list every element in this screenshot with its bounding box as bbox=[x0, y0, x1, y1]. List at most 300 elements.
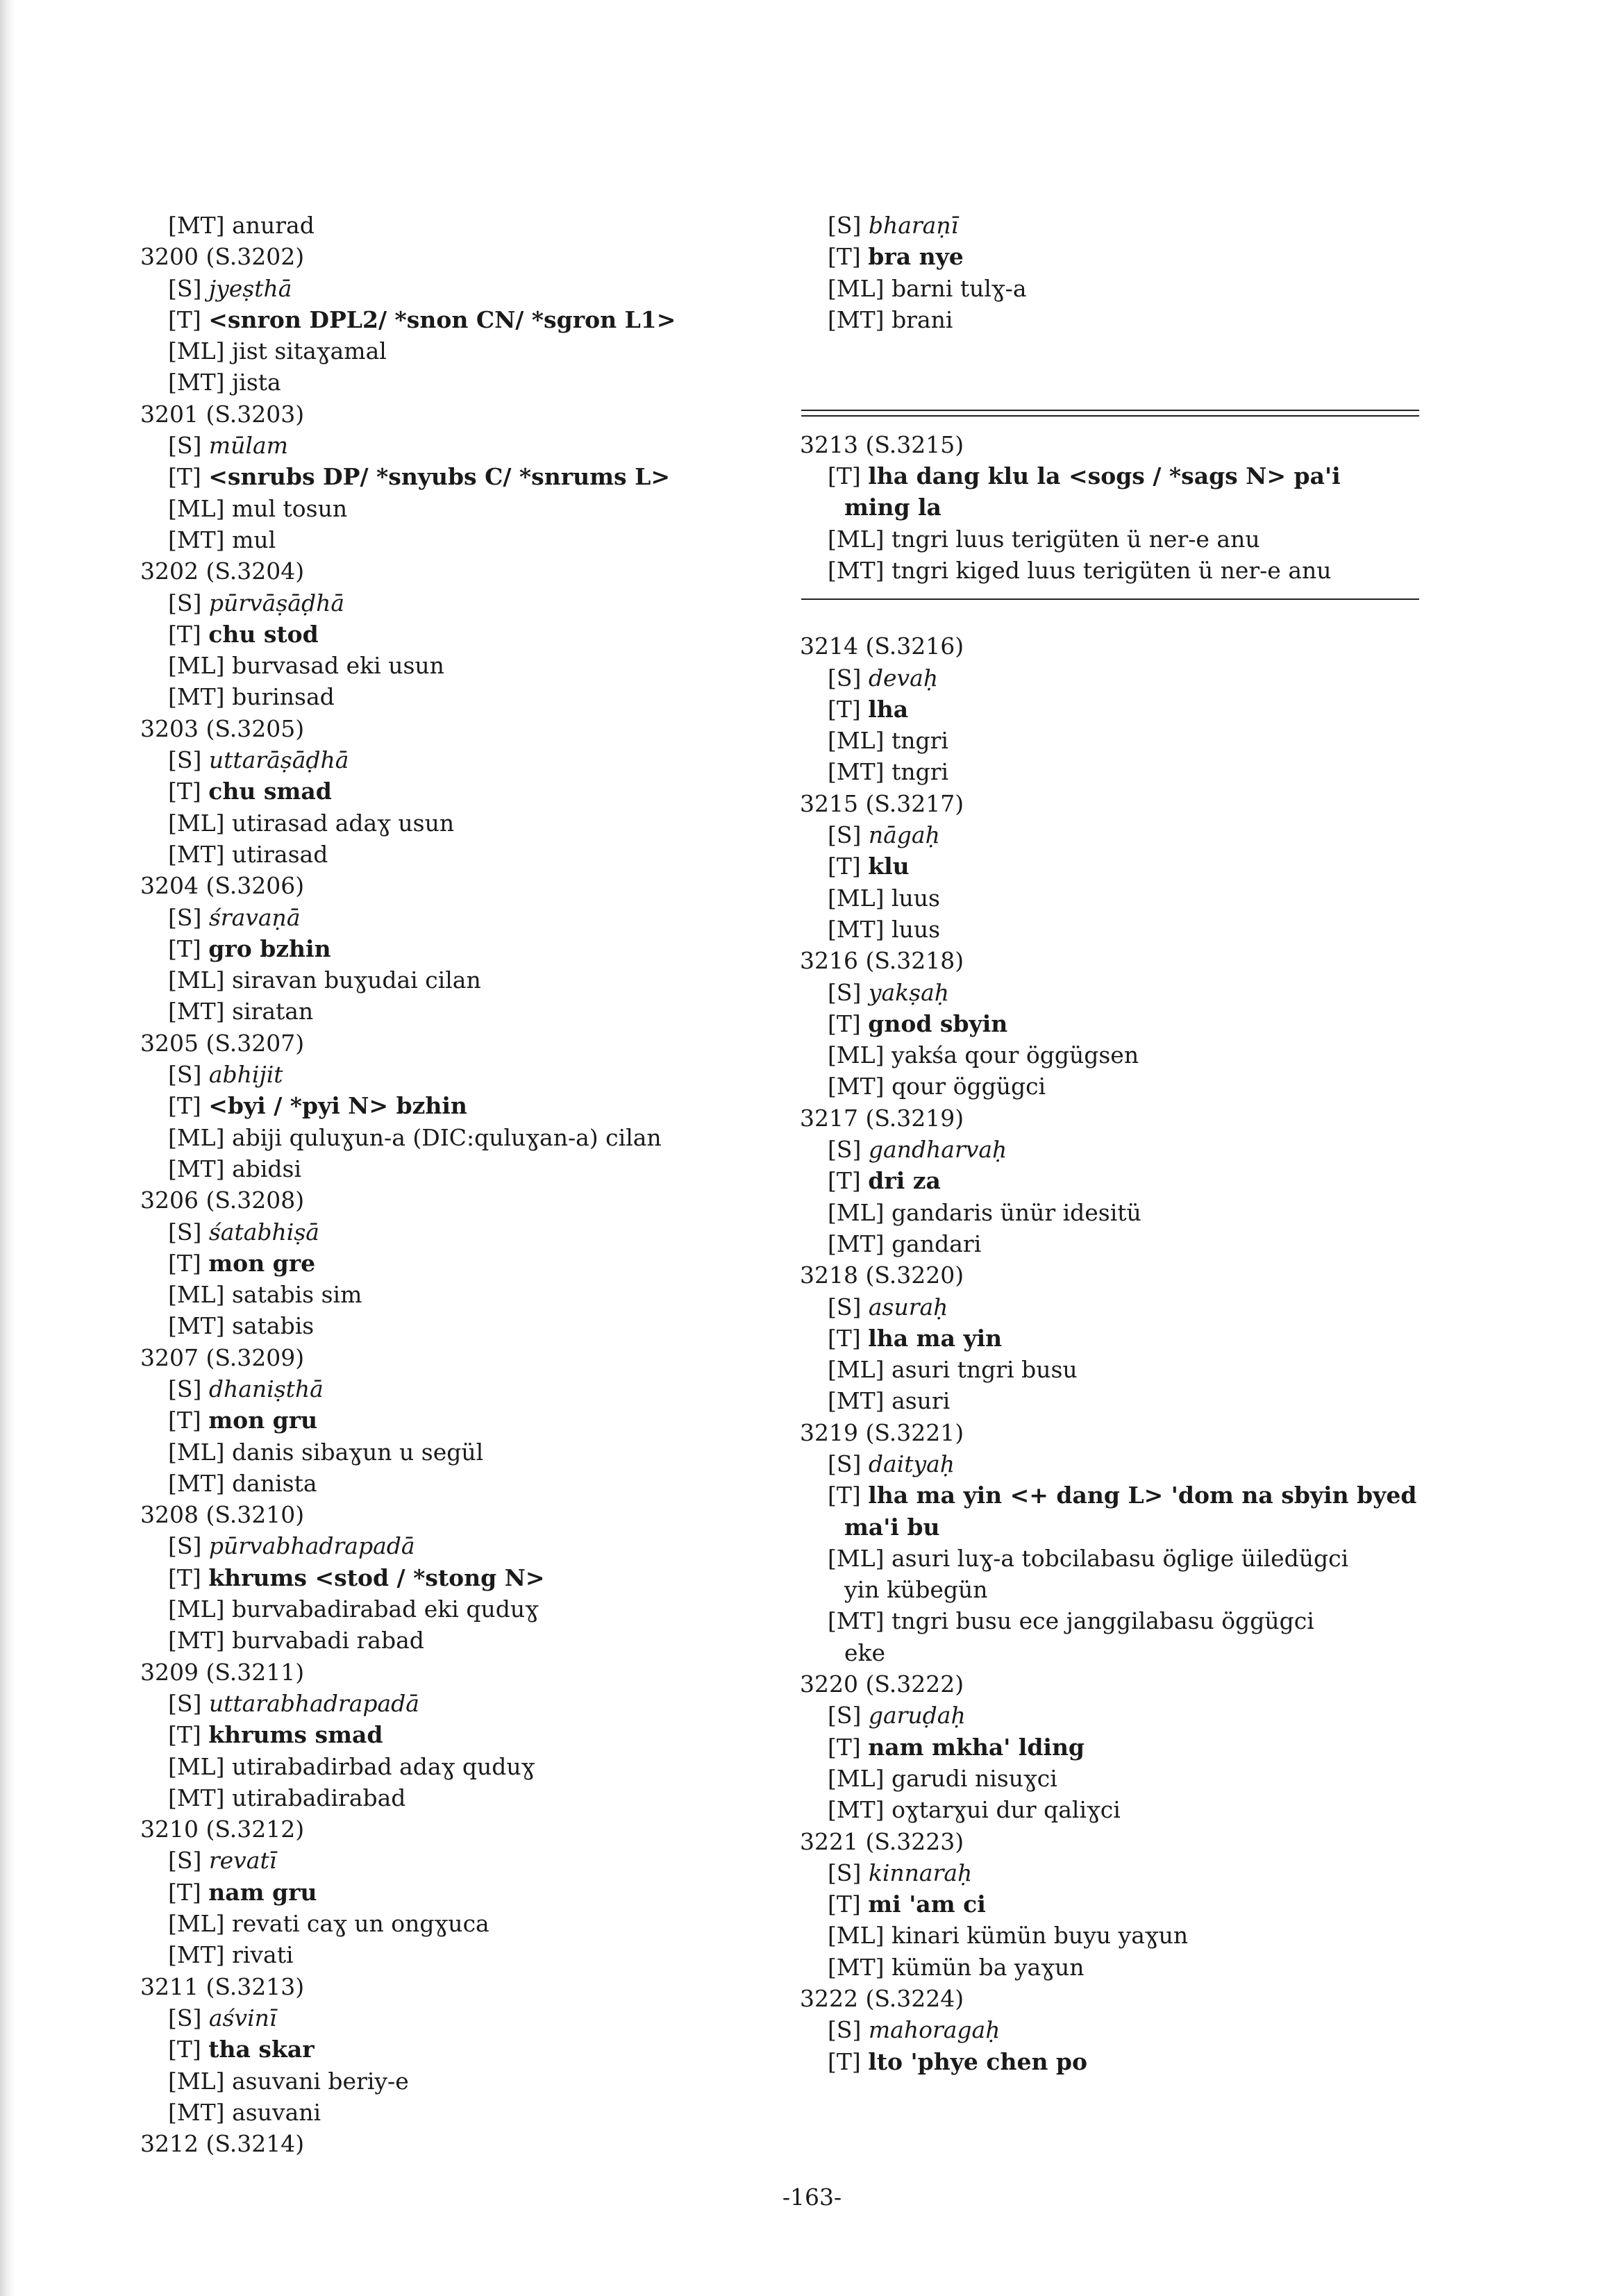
field-tag: [ML] bbox=[168, 2067, 225, 2095]
field-value: abidsi bbox=[232, 1155, 302, 1182]
field-line bbox=[793, 1008, 1439, 1039]
entry-number: 3206 (S.3208) bbox=[140, 1187, 305, 1214]
field-tag: [MT] bbox=[828, 1230, 885, 1257]
field-line bbox=[133, 1405, 758, 1436]
field-value: burvasad eki usun bbox=[231, 652, 444, 680]
field-line bbox=[133, 807, 758, 839]
field-tag: [T] bbox=[168, 620, 201, 648]
entry-number: 3211 (S.3213) bbox=[140, 1972, 305, 2000]
field-line bbox=[133, 210, 758, 241]
field-value: asuvani beriy-e bbox=[231, 2067, 409, 2095]
field-value: śatabhiṣā bbox=[208, 1218, 319, 1246]
single-rule bbox=[801, 598, 1419, 600]
field-line bbox=[793, 1700, 1439, 1731]
field-tag: [MT] bbox=[828, 1387, 885, 1415]
field-line bbox=[133, 304, 758, 335]
field-value: tngri bbox=[891, 758, 949, 786]
field-value: mahoragaḥ bbox=[868, 2016, 1001, 2044]
field-tag: [ML] bbox=[828, 525, 885, 553]
field-line bbox=[133, 1751, 758, 1782]
field-value: <snrubs DP/ *snyubs C/ *snrums L> bbox=[208, 463, 670, 491]
field-value: daityaḥ bbox=[868, 1450, 955, 1477]
field-tag: [T] bbox=[168, 463, 201, 491]
field-value: pūrvāṣāḍhā bbox=[208, 589, 344, 617]
field-line bbox=[793, 1134, 1439, 1165]
field-line bbox=[133, 1373, 758, 1405]
field-value: luus bbox=[891, 884, 940, 912]
continuation-line: ma'i bu bbox=[844, 1513, 940, 1541]
field-value: lha ma yin <+ dang L> 'dom na sbyin byed bbox=[868, 1482, 1417, 1509]
field-tag: [MT] bbox=[828, 305, 885, 333]
field-tag: [T] bbox=[168, 935, 201, 962]
field-value: revati caɣ un ongɣuca bbox=[231, 1910, 489, 1938]
field-line bbox=[793, 1480, 1439, 1511]
field-value: klu bbox=[868, 853, 910, 880]
field-value: kinnaraḥ bbox=[868, 1859, 973, 1886]
field-tag: [T] bbox=[828, 462, 861, 490]
field-line bbox=[793, 850, 1439, 882]
field-tag: [S] bbox=[168, 1532, 202, 1560]
field-tag: [ML] bbox=[168, 1281, 225, 1309]
entry-number: 3220 (S.3222) bbox=[800, 1670, 964, 1698]
field-tag: [T] bbox=[168, 305, 201, 333]
field-tag: [ML] bbox=[828, 727, 885, 755]
field-line bbox=[793, 725, 1439, 756]
field-value: tngri bbox=[891, 727, 948, 755]
field-tag: [S] bbox=[828, 1136, 862, 1164]
entry-number: 3201 (S.3203) bbox=[140, 400, 305, 428]
field-value: nam gru bbox=[208, 1878, 317, 1906]
right-column bbox=[793, 210, 1439, 2077]
field-value: khrums smad bbox=[208, 1721, 383, 1749]
field-line bbox=[793, 1857, 1439, 1888]
field-line bbox=[133, 619, 758, 650]
field-tag: [ML] bbox=[168, 1438, 225, 1466]
boxed-entry-block bbox=[793, 429, 1439, 586]
field-value: nam mkha' lding bbox=[868, 1733, 1085, 1761]
field-tag: [ML] bbox=[168, 1752, 225, 1780]
field-line bbox=[793, 1071, 1439, 1102]
entry-number: 3203 (S.3205) bbox=[140, 714, 305, 742]
field-value: gandari bbox=[891, 1230, 982, 1257]
field-tag: [S] bbox=[828, 1293, 862, 1321]
field-tag: [S] bbox=[828, 2016, 862, 2044]
field-line bbox=[133, 1248, 758, 1279]
field-line bbox=[133, 1310, 758, 1341]
field-line bbox=[133, 1279, 758, 1310]
entry-number: 3212 (S.3214) bbox=[140, 2130, 305, 2158]
field-value: utirabadirbad adaɣ quduɣ bbox=[231, 1752, 535, 1780]
field-tag: [T] bbox=[828, 853, 861, 880]
field-tag: [S] bbox=[828, 1450, 862, 1477]
field-tag: [MT] bbox=[168, 1469, 225, 1497]
field-line bbox=[133, 1688, 758, 1719]
field-line bbox=[133, 1625, 758, 1656]
field-tag: [ML] bbox=[828, 1764, 885, 1792]
right-top-block bbox=[793, 210, 1439, 335]
field-line bbox=[133, 2097, 758, 2128]
field-value: asuri tngri busu bbox=[891, 1356, 1078, 1384]
field-line bbox=[793, 977, 1439, 1008]
field-tag: [T] bbox=[828, 1482, 861, 1509]
field-value: mul tosun bbox=[231, 494, 348, 522]
field-value: garuḍaḥ bbox=[868, 1702, 966, 1729]
entry-number: 3221 (S.3223) bbox=[800, 1827, 964, 1855]
field-line bbox=[793, 1291, 1439, 1323]
field-line bbox=[793, 1165, 1439, 1196]
field-tag: [S] bbox=[168, 903, 202, 931]
field-line bbox=[133, 902, 758, 933]
field-tag: [T] bbox=[828, 1167, 861, 1195]
field-line bbox=[133, 1939, 758, 1970]
entry-number: 3208 (S.3210) bbox=[140, 1501, 305, 1529]
field-value: nāgaḥ bbox=[868, 821, 940, 849]
field-line bbox=[133, 367, 758, 398]
field-value: asuvani bbox=[232, 2098, 321, 2126]
entry-number: 3204 (S.3206) bbox=[140, 872, 305, 900]
field-line bbox=[133, 650, 758, 681]
field-tag: [S] bbox=[828, 1702, 862, 1729]
field-tag: [MT] bbox=[828, 556, 885, 584]
field-line bbox=[793, 210, 1439, 241]
field-tag: [S] bbox=[828, 664, 862, 692]
field-value: jista bbox=[232, 369, 281, 396]
field-line bbox=[793, 756, 1439, 787]
field-tag: [MT] bbox=[168, 1312, 225, 1340]
field-tag: [MT] bbox=[168, 1941, 225, 1969]
field-line bbox=[133, 1719, 758, 1750]
field-line bbox=[793, 882, 1439, 914]
continuation-line: eke bbox=[844, 1639, 886, 1666]
field-value: chu smad bbox=[208, 778, 332, 805]
field-value: abiji quluɣun-a (DIC:quluɣan-a) cilan bbox=[231, 1123, 662, 1151]
field-value: devaḥ bbox=[868, 664, 939, 692]
entry-number: 3210 (S.3212) bbox=[140, 1816, 305, 1843]
field-line bbox=[793, 273, 1439, 304]
field-tag: [ML] bbox=[828, 274, 885, 302]
field-value: asuri luɣ-a tobcilabasu öglige üiledügci bbox=[891, 1544, 1349, 1572]
field-line bbox=[133, 996, 758, 1027]
field-tag: [MT] bbox=[828, 758, 885, 786]
field-line bbox=[133, 461, 758, 492]
field-line bbox=[133, 1877, 758, 1908]
field-line bbox=[133, 1059, 758, 1090]
field-tag: [T] bbox=[828, 1324, 861, 1352]
field-tag: [MT] bbox=[828, 1953, 885, 1981]
field-line bbox=[133, 1468, 758, 1499]
field-value: jist sitaɣamal bbox=[231, 337, 387, 365]
field-line bbox=[133, 839, 758, 870]
field-tag: [S] bbox=[168, 1375, 202, 1402]
field-value: aśvinī bbox=[208, 2004, 277, 2031]
field-value: tha skar bbox=[208, 2036, 315, 2063]
field-tag: [T] bbox=[168, 2036, 201, 2063]
field-tag: [S] bbox=[168, 746, 202, 774]
field-tag: [MT] bbox=[828, 1607, 885, 1635]
field-tag: [S] bbox=[168, 589, 202, 617]
field-tag: [ML] bbox=[168, 1910, 225, 1938]
field-line bbox=[133, 1090, 758, 1121]
field-line bbox=[793, 1888, 1439, 1920]
field-line bbox=[793, 1448, 1439, 1480]
field-line bbox=[793, 1039, 1439, 1071]
field-tag: [MT] bbox=[168, 840, 225, 868]
field-line bbox=[133, 1908, 758, 1939]
field-line bbox=[793, 914, 1439, 945]
field-line bbox=[793, 555, 1439, 586]
field-value: uttarabhadrapadā bbox=[208, 1689, 419, 1717]
field-value: qour öggügci bbox=[891, 1073, 1046, 1100]
field-tag: [T] bbox=[168, 1092, 201, 1120]
field-value: śravaṇā bbox=[208, 903, 301, 931]
field-value: kümün ba yaɣun bbox=[891, 1953, 1085, 1981]
field-value: mi 'am ci bbox=[868, 1891, 986, 1918]
field-tag: [ML] bbox=[828, 884, 885, 912]
field-value: oɣtarɣui dur qaliɣci bbox=[891, 1796, 1121, 1824]
field-tag: [S] bbox=[828, 212, 862, 239]
field-tag: [MT] bbox=[168, 998, 225, 1025]
field-value: yakṣaḥ bbox=[868, 978, 950, 1006]
field-line bbox=[793, 2046, 1439, 2077]
field-value: mul bbox=[232, 526, 276, 553]
field-tag: [T] bbox=[828, 695, 861, 723]
field-value: garudi nisuɣci bbox=[891, 1764, 1057, 1792]
field-value: jyeṣthā bbox=[208, 274, 292, 302]
field-value: utirasad adaɣ usun bbox=[231, 809, 455, 837]
entry-number: 3213 (S.3215) bbox=[800, 430, 964, 458]
field-value: asuraḥ bbox=[868, 1293, 948, 1321]
field-line bbox=[793, 1228, 1439, 1259]
field-value: tngri kiged luus terigüten ü ner-e anu bbox=[891, 556, 1332, 584]
field-line bbox=[793, 1605, 1439, 1636]
entry-number: 3200 (S.3202) bbox=[140, 243, 305, 271]
field-tag: [T] bbox=[168, 1407, 201, 1434]
field-line bbox=[133, 1436, 758, 1468]
field-value: siratan bbox=[232, 998, 314, 1025]
field-value: mon gre bbox=[208, 1249, 316, 1277]
field-line bbox=[793, 1543, 1439, 1574]
field-value: brani bbox=[891, 305, 953, 333]
field-value: burinsad bbox=[232, 683, 335, 711]
field-value: dri za bbox=[868, 1167, 941, 1195]
field-tag: [T] bbox=[828, 2047, 861, 2075]
field-value: mūlam bbox=[208, 432, 288, 460]
continuation-line: yin kübegün bbox=[844, 1576, 988, 1604]
field-tag: [T] bbox=[828, 1733, 861, 1761]
field-line bbox=[133, 587, 758, 619]
field-tag: [ML] bbox=[168, 494, 225, 522]
field-line bbox=[133, 1593, 758, 1625]
field-line bbox=[793, 1794, 1439, 1825]
field-tag: [ML] bbox=[828, 1544, 885, 1572]
field-value: danis sibaɣun u segül bbox=[231, 1438, 484, 1466]
field-line bbox=[133, 964, 758, 996]
scan-edge-shadow bbox=[0, 0, 15, 2296]
field-tag: [MT] bbox=[168, 1155, 225, 1182]
field-tag: [MT] bbox=[168, 526, 225, 553]
field-line bbox=[793, 1732, 1439, 1763]
field-value: luus bbox=[891, 915, 941, 943]
field-line bbox=[793, 241, 1439, 272]
field-tag: [S] bbox=[828, 978, 862, 1006]
field-line bbox=[793, 1385, 1439, 1416]
entry-number: 3202 (S.3204) bbox=[140, 558, 305, 585]
field-value: lha dang klu la <sogs / *sags N> pa'i bbox=[868, 462, 1341, 490]
field-tag: [MT] bbox=[828, 915, 885, 943]
entry-number: 3217 (S.3219) bbox=[800, 1104, 964, 1132]
field-tag: [ML] bbox=[828, 1922, 885, 1950]
field-value: gnod sbyin bbox=[868, 1009, 1008, 1037]
field-tag: [S] bbox=[828, 1859, 862, 1886]
field-tag: [MT] bbox=[828, 1073, 885, 1100]
field-line bbox=[133, 1782, 758, 1813]
field-line bbox=[793, 694, 1439, 725]
field-value: pūrvabhadrapadā bbox=[208, 1532, 415, 1560]
field-line bbox=[133, 2065, 758, 2097]
entry-number: 3209 (S.3211) bbox=[140, 1658, 305, 1686]
field-line bbox=[133, 1562, 758, 1593]
field-value: bra nye bbox=[868, 243, 964, 271]
field-tag: [S] bbox=[168, 1689, 202, 1717]
field-line bbox=[793, 1197, 1439, 1228]
field-value: rivati bbox=[232, 1941, 294, 1969]
field-line bbox=[133, 744, 758, 776]
field-line bbox=[793, 304, 1439, 335]
entry-number: 3214 (S.3216) bbox=[800, 632, 964, 660]
field-line bbox=[133, 1845, 758, 1876]
field-tag: [S] bbox=[168, 2004, 202, 2031]
field-value: tngri busu ece janggilabasu öggügci bbox=[891, 1607, 1314, 1635]
field-value: gro bzhin bbox=[208, 935, 331, 962]
field-tag: [ML] bbox=[168, 809, 225, 837]
field-line bbox=[793, 1354, 1439, 1385]
field-tag: [ML] bbox=[168, 1123, 225, 1151]
field-tag: [ML] bbox=[828, 1356, 885, 1384]
field-line bbox=[133, 430, 758, 461]
field-value: abhijit bbox=[208, 1061, 283, 1089]
entry-number: 3215 (S.3217) bbox=[800, 789, 964, 817]
field-value: tngri luus terigüten ü ner-e anu bbox=[891, 525, 1260, 553]
field-tag: [MT] bbox=[828, 1796, 885, 1824]
field-value: utirasad bbox=[232, 840, 328, 868]
field-value: revatī bbox=[208, 1847, 277, 1875]
field-tag: [ML] bbox=[168, 966, 225, 994]
field-line bbox=[133, 681, 758, 712]
field-value: yakśa qour öggügsen bbox=[891, 1041, 1139, 1069]
field-line bbox=[133, 273, 758, 304]
field-tag: [T] bbox=[828, 243, 861, 271]
field-line bbox=[793, 662, 1439, 694]
field-tag: [T] bbox=[168, 1564, 201, 1591]
field-tag: [S] bbox=[828, 821, 862, 849]
field-value: danista bbox=[232, 1469, 317, 1497]
field-tag: [MT] bbox=[168, 683, 225, 711]
field-value: khrums <stod / *stong N> bbox=[208, 1564, 545, 1591]
field-tag: [S] bbox=[168, 1218, 202, 1246]
field-value: gandaris ünür idesitü bbox=[891, 1198, 1141, 1226]
field-value: <byi / *pyi N> bzhin bbox=[208, 1092, 467, 1120]
field-tag: [T] bbox=[828, 1009, 861, 1037]
field-line bbox=[793, 819, 1439, 850]
field-line bbox=[133, 335, 758, 367]
continuation-line: ming la bbox=[844, 494, 941, 521]
field-line bbox=[133, 1530, 758, 1561]
field-tag: [ML] bbox=[168, 337, 225, 365]
field-line bbox=[793, 1323, 1439, 1354]
field-value: bharaṇī bbox=[868, 212, 959, 239]
field-line bbox=[793, 1952, 1439, 1983]
field-line bbox=[133, 1153, 758, 1184]
field-value: mon gru bbox=[208, 1407, 318, 1434]
field-value: kinari kümün buyu yaɣun bbox=[891, 1922, 1189, 1950]
field-line bbox=[133, 493, 758, 524]
field-value: asuri bbox=[891, 1387, 951, 1415]
field-tag: [T] bbox=[828, 1891, 861, 1918]
field-line bbox=[133, 524, 758, 555]
field-tag: [T] bbox=[168, 1249, 201, 1277]
field-tag: [MT] bbox=[168, 212, 225, 239]
entry-number: 3207 (S.3209) bbox=[140, 1343, 305, 1371]
field-line bbox=[793, 2014, 1439, 2045]
entry-number: 3218 (S.3220) bbox=[800, 1262, 964, 1289]
field-tag: [T] bbox=[168, 1878, 201, 1906]
field-value: satabis sim bbox=[231, 1281, 362, 1309]
field-value: lto 'phye chen po bbox=[868, 2047, 1088, 2075]
field-line bbox=[793, 1763, 1439, 1794]
right-main-block bbox=[793, 630, 1439, 2077]
field-tag: [MT] bbox=[168, 1784, 225, 1811]
entry-number: 3219 (S.3221) bbox=[800, 1418, 964, 1446]
left-column bbox=[133, 210, 758, 2159]
field-tag: [S] bbox=[168, 1061, 202, 1089]
field-tag: [ML] bbox=[828, 1041, 885, 1069]
field-line bbox=[133, 2034, 758, 2065]
field-line bbox=[133, 1122, 758, 1153]
field-value: barni tulɣ-a bbox=[891, 274, 1027, 302]
field-value: gandharvaḥ bbox=[868, 1136, 1007, 1164]
field-value: siravan buɣudai cilan bbox=[231, 966, 481, 994]
double-rule bbox=[801, 410, 1419, 417]
field-value: dhaniṣthā bbox=[208, 1375, 324, 1402]
field-value: <snron DPL2/ *snon CN/ *sgron L1> bbox=[208, 305, 676, 333]
page-number: -163- bbox=[782, 2184, 842, 2211]
entry-number: 3205 (S.3207) bbox=[140, 1029, 305, 1057]
field-tag: [ML] bbox=[168, 652, 225, 680]
field-line bbox=[133, 933, 758, 964]
field-value: utirabadirabad bbox=[232, 1784, 406, 1811]
field-line bbox=[133, 776, 758, 807]
field-tag: [MT] bbox=[168, 2098, 225, 2126]
field-value: uttarāṣāḍhā bbox=[208, 746, 349, 774]
field-value: lha ma yin bbox=[868, 1324, 1003, 1352]
field-tag: [MT] bbox=[168, 1627, 225, 1654]
field-value: anurad bbox=[232, 212, 315, 239]
field-tag: [MT] bbox=[168, 369, 225, 396]
field-line bbox=[133, 2002, 758, 2034]
field-line bbox=[793, 1920, 1439, 1951]
field-tag: [T] bbox=[168, 778, 201, 805]
field-tag: [S] bbox=[168, 432, 202, 460]
field-value: chu stod bbox=[208, 620, 319, 648]
field-tag: [S] bbox=[168, 274, 202, 302]
field-value: burvabadi rabad bbox=[232, 1627, 424, 1654]
field-line bbox=[133, 1216, 758, 1248]
entry-number: 3222 (S.3224) bbox=[800, 1985, 964, 2013]
field-tag: [ML] bbox=[828, 1198, 885, 1226]
field-tag: [T] bbox=[168, 1721, 201, 1749]
field-value: satabis bbox=[232, 1312, 315, 1340]
field-tag: [S] bbox=[168, 1847, 202, 1875]
